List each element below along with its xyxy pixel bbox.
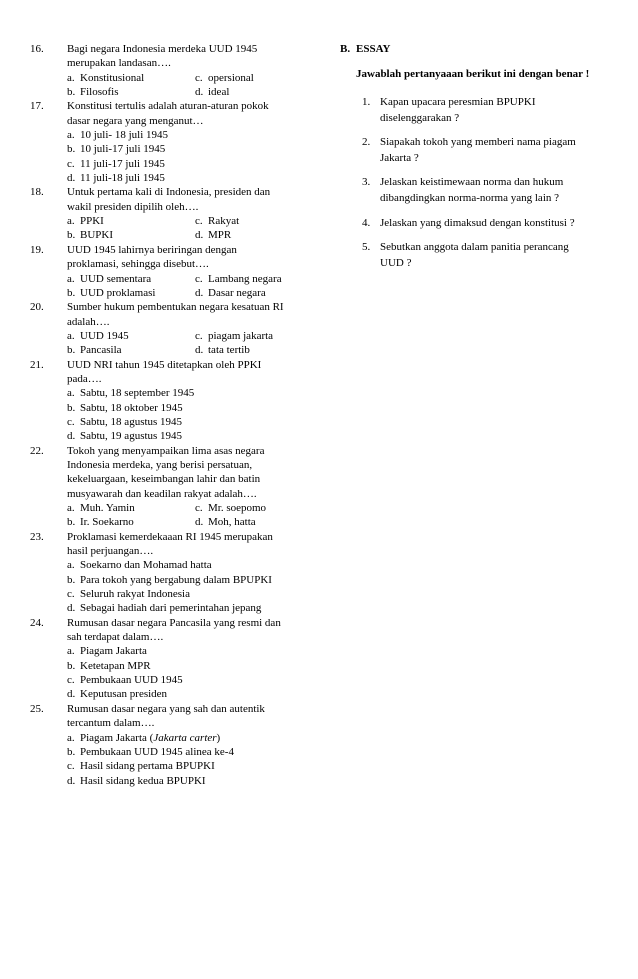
question-number: 23.: [30, 530, 44, 543]
answer-option: [67, 272, 151, 286]
option-text: Sabtu, 18 september 1945: [80, 387, 195, 400]
option-text: PPKI: [80, 215, 104, 228]
question-item: [30, 243, 305, 300]
answer-option: [67, 745, 305, 759]
answer-option: [67, 731, 305, 745]
option-text: Piagam Jakarta: [80, 645, 147, 658]
question-number: 16.: [30, 43, 44, 55]
option-text: Pembukaan UUD 1945: [80, 674, 183, 687]
option-letter: a.: [67, 502, 75, 514]
question-item: [30, 530, 305, 616]
answer-option: [67, 157, 305, 171]
option-letter: d.: [67, 172, 76, 185]
answer-option: [195, 329, 273, 343]
answer-option: [67, 673, 305, 687]
option-row: [67, 515, 305, 529]
answer-option: [195, 214, 239, 228]
essay-question-line: Siapakah tokoh yang memberi nama piagam: [380, 136, 576, 149]
option-text: opersional: [208, 71, 254, 84]
option-text: Pembukaan UUD 1945 alinea ke-4: [80, 745, 234, 758]
option-letter: b.: [67, 344, 76, 357]
option-text: tata tertib: [208, 344, 250, 357]
essay-question-number: 2.: [362, 136, 371, 149]
question-text-line: hasil perjuangan….: [67, 545, 154, 558]
option-text: Para tokoh yang bergabung dalam BPUPKI: [80, 573, 272, 586]
essay-question: [340, 240, 602, 271]
question-number: 21.: [30, 358, 44, 371]
option-letter: b.: [67, 516, 76, 529]
option-text: UUD proklamasi: [80, 286, 156, 299]
question-item: [30, 616, 305, 702]
option-letter: a.: [67, 71, 75, 84]
answer-option: [67, 386, 305, 400]
question-text-line: Proklamasi kemerdekaaan RI 1945 merupakan: [67, 530, 273, 543]
option-letter: c.: [195, 502, 203, 514]
option-text: 11 juli-18 juli 1945: [80, 172, 165, 185]
question-item: [30, 99, 305, 185]
answer-option: [67, 142, 305, 156]
answer-option: [67, 759, 305, 773]
option-letter: b.: [67, 659, 76, 672]
option-text: Pancasila: [80, 344, 122, 357]
question-item: [30, 185, 305, 242]
answer-option: [195, 515, 256, 529]
option-letter: d.: [67, 602, 76, 615]
answer-option: [195, 71, 254, 85]
answer-option: [67, 128, 305, 142]
option-text: Seluruh rakyat Indonesia: [80, 588, 190, 601]
option-text: Muh. Yamin: [80, 502, 135, 514]
answer-option: [195, 272, 282, 286]
answer-option: [195, 343, 250, 357]
answer-option: [67, 214, 104, 228]
option-text: UUD sementara: [80, 272, 152, 285]
option-letter: b.: [67, 229, 76, 242]
essay-question-number: 3.: [362, 176, 371, 189]
essay-question-line: diselenggarakan ?: [380, 111, 460, 124]
option-text: piagam jakarta: [208, 329, 274, 342]
answer-option: [67, 228, 113, 242]
question-item: [30, 358, 305, 444]
essay-question: [340, 135, 602, 166]
essay-question-number: 4.: [362, 216, 371, 229]
option-text: Sebagai hadiah dari pemerintahan jepang: [80, 602, 262, 615]
option-text: 10 juli- 18 juli 1945: [80, 129, 168, 142]
option-letter: b.: [67, 573, 76, 586]
option-letter: d.: [195, 516, 204, 529]
option-text: Ir. Soekarno: [80, 516, 134, 529]
option-letter: a.: [67, 272, 75, 285]
question-text-line: wakil presiden dipilih oleh….: [67, 200, 199, 213]
option-text: Mr. soepomo: [208, 502, 267, 514]
answer-option: [67, 558, 305, 572]
option-letter: b.: [67, 401, 76, 414]
essay-question: [340, 216, 602, 232]
question-number: 18.: [30, 186, 44, 199]
essay-question-line: Jelaskan yang dimaksud dengan konstitusi ?: [380, 216, 575, 229]
option-text: Dasar negara: [208, 286, 266, 299]
option-letter: d.: [195, 229, 204, 242]
option-letter: d.: [67, 688, 76, 701]
question-text-line: adalah….: [67, 315, 110, 328]
essay-question-list: [340, 95, 602, 271]
option-letter: a.: [67, 215, 75, 228]
option-letter: c.: [67, 760, 75, 773]
option-row: [67, 272, 305, 286]
option-row: [67, 329, 305, 343]
option-letter: b.: [67, 143, 76, 156]
answer-option: [195, 286, 266, 300]
option-text: Sabtu, 19 agustus 1945: [80, 430, 183, 443]
answer-option: [67, 573, 305, 587]
answer-option: [67, 774, 305, 788]
answer-option: [195, 85, 229, 99]
option-letter: a.: [67, 329, 75, 342]
question-text-line: Sumber hukum pembentukan negara kesatuan RI: [67, 301, 284, 314]
answer-option: [67, 429, 305, 443]
essay-question: [340, 95, 602, 126]
question-text-line: dasar negara yang menganut…: [67, 114, 204, 127]
answer-option: [67, 329, 129, 343]
option-letter: c.: [67, 415, 75, 428]
answer-option: [67, 85, 119, 99]
option-row: [67, 214, 305, 228]
option-text: Hasil sidang kedua BPUPKI: [80, 774, 206, 787]
answer-option: [67, 601, 305, 615]
option-text: Rakyat: [208, 215, 240, 228]
answer-option: [195, 501, 266, 515]
question-text-line: merupakan landasan….: [67, 57, 171, 70]
question-text-line: sah terdapat dalam….: [67, 631, 164, 644]
option-text: UUD 1945: [80, 329, 129, 342]
option-letter: c.: [67, 674, 75, 687]
question-text-line: Rumusan dasar negara yang sah dan autentik: [67, 702, 265, 715]
essay-question-number: 1.: [362, 96, 371, 108]
question-text-line: Konstitusi tertulis adalah aturan-aturan pokok: [67, 100, 269, 113]
question-text-line: UUD 1945 lahirnya beriringan dengan: [67, 243, 237, 256]
question-text-line: Tokoh yang menyampaikan lima asas negara: [67, 444, 265, 457]
essay-question: [340, 175, 602, 206]
question-item: [30, 444, 305, 530]
essay-column: [340, 42, 602, 271]
option-text: Moh, hatta: [208, 516, 256, 529]
question-item: [30, 300, 305, 357]
answer-option: [67, 501, 135, 515]
answer-option: [67, 587, 305, 601]
option-row: [67, 343, 305, 357]
question-number: 19.: [30, 243, 44, 256]
option-row: [67, 85, 305, 99]
essay-question-line: Jelaskan keistimewaan norma dan hukum: [380, 176, 564, 189]
question-item: [30, 42, 305, 99]
question-text-line: Indonesia merdeka, yang berisi persatuan,: [67, 458, 253, 471]
question-number: 22.: [30, 444, 44, 457]
answer-option: [67, 401, 305, 415]
option-letter: a.: [67, 387, 75, 400]
option-row: [67, 228, 305, 242]
option-letter: b.: [67, 745, 76, 758]
answer-option: [67, 659, 305, 673]
option-text: Lambang negara: [208, 272, 282, 285]
option-letter: d.: [195, 344, 204, 357]
question-number: 20.: [30, 301, 44, 314]
option-row: [67, 71, 305, 85]
option-letter: d.: [67, 430, 76, 443]
option-letter: d.: [67, 774, 76, 787]
essay-section-heading: [340, 42, 602, 56]
question-number: 25.: [30, 702, 44, 715]
answer-option: [67, 286, 155, 300]
question-item: [30, 702, 305, 788]
option-text: Soekarno dan Mohamad hatta: [80, 559, 212, 572]
option-text: 10 juli-17 juli 1945: [80, 143, 166, 156]
option-text: Ketetapan MPR: [80, 659, 151, 672]
answer-option: [67, 71, 144, 85]
answer-option: [67, 644, 305, 658]
essay-question-line: Jakarta ?: [380, 151, 419, 164]
option-text: Filosofis: [80, 86, 119, 99]
option-text: 11 juli-17 juli 1945: [80, 157, 165, 170]
option-row: [67, 501, 305, 515]
option-letter: c.: [67, 157, 75, 170]
question-text-line: Bagi negara Indonesia merdeka UUD 1945: [67, 43, 258, 55]
essay-instruction: Jawablah pertanyaaan berikut ini dengan benar !: [356, 68, 590, 80]
option-row: [67, 286, 305, 300]
answer-option: [67, 343, 122, 357]
question-text-line: Rumusan dasar negara Pancasila yang resmi dan: [67, 616, 281, 629]
essay-question-line: UUD ?: [380, 256, 412, 269]
option-letter: b.: [67, 286, 76, 299]
essay-question-line: Sebutkan anggota dalam panitia perancang: [380, 241, 569, 254]
option-text: ideal: [208, 86, 230, 99]
option-letter: d.: [195, 86, 204, 99]
option-text: BUPKI: [80, 229, 114, 242]
option-letter: a.: [67, 129, 75, 142]
option-text: Konstitusional: [80, 71, 145, 84]
question-text-line: pada….: [67, 372, 102, 385]
essay-question-line: dibangdingkan norma-norma yang lain ?: [380, 191, 560, 204]
section-number: B.: [340, 43, 351, 55]
question-text-line: UUD NRI tahun 1945 ditetapkan oleh PPKI: [67, 358, 262, 371]
question-text-line: proklamasi, sehingga disebut….: [67, 258, 209, 271]
option-text: Sabtu, 18 oktober 1945: [80, 401, 183, 414]
option-letter: d.: [195, 286, 204, 299]
question-number: 17.: [30, 100, 44, 113]
answer-option: [67, 687, 305, 701]
question-text-line: kekeluargaan, keseimbangan lahir dan batin: [67, 473, 261, 486]
option-letter: c.: [67, 588, 75, 601]
option-text: Hasil sidang pertama BPUPKI: [80, 760, 215, 773]
option-letter: b.: [67, 86, 76, 99]
option-letter: a.: [67, 645, 75, 658]
option-text: Sabtu, 18 agustus 1945: [80, 415, 183, 428]
option-letter: c.: [195, 71, 203, 84]
option-letter: a.: [67, 559, 75, 572]
question-text-line: tercantum dalam….: [67, 717, 155, 730]
essay-question-number: 5.: [362, 241, 371, 254]
section-title: ESSAY: [356, 43, 391, 55]
answer-option: [67, 415, 305, 429]
answer-option: [195, 228, 231, 242]
option-text: Piagam Jakarta (Jakarta carter): [80, 731, 221, 744]
option-letter: a.: [67, 731, 75, 744]
essay-question-line: Kapan upacara peresmian BPUPKI: [380, 96, 536, 108]
option-letter: c.: [195, 215, 203, 228]
answer-option: [67, 171, 305, 185]
question-text-line: musyawarah dan keadilan rakyat adalah….: [67, 487, 257, 500]
multiple-choice-column: [30, 42, 305, 788]
answer-option: [67, 515, 134, 529]
question-text-line: Untuk pertama kali di Indonesia, presiden dan: [67, 186, 271, 199]
option-text: Keputusan presiden: [80, 688, 168, 701]
option-text: MPR: [208, 229, 232, 242]
question-number: 24.: [30, 616, 44, 629]
option-letter: c.: [195, 272, 203, 285]
option-letter: c.: [195, 329, 203, 342]
